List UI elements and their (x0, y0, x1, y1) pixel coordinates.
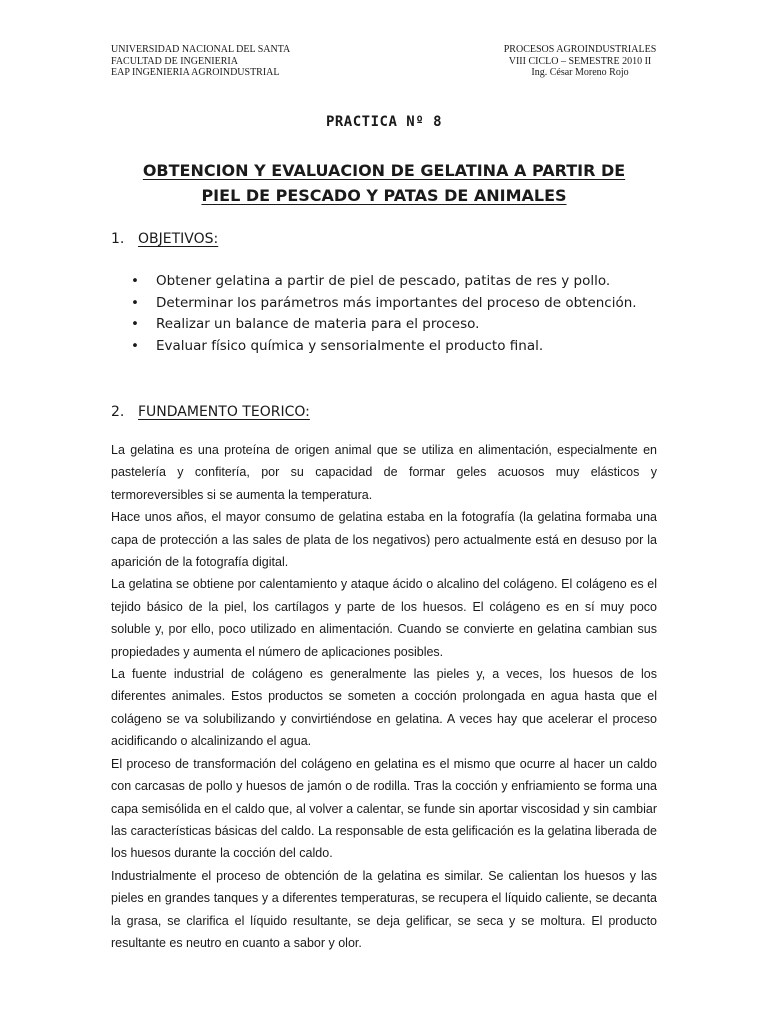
section-title: OBJETIVOS: (138, 231, 219, 247)
objective-text: Evaluar físico química y sensorialmente el producto final. (156, 337, 544, 354)
bullet-icon: • (131, 294, 139, 311)
paragraph: Industrialmente el proceso de obtención de la gelatina es similar. Se calientan los huesos y las pieles en grandes tanques y a diferentes temperaturas, se recupera el líquido caliente, se decanta la grasa, se clarifica el líquido resultante, se deja gelificar, se seca y se moltura. El producto resultante es neutro en cuanto a sabor y olor. (111, 868, 657, 950)
list-item (131, 271, 657, 293)
list-item (131, 293, 657, 315)
header-instructor: Ing. César Moreno Rojo (531, 67, 629, 78)
objective-text: Obtener gelatina a partir de piel de pescado, patitas de res y pollo. (156, 273, 611, 289)
section-heading-objectives (111, 231, 218, 247)
header-institution (111, 44, 290, 79)
list-item (131, 314, 657, 336)
paragraph: El proceso de transformación del colágeno en gelatina es el mismo que ocurre al hacer un caldo con carcasas de pollo y huesos de jamón o de rodilla. Tras la cocción y enfriamiento se forma una capa semisólida en el caldo que, al volver a calentar, se funde sin aportar viscosidad y sin cambiar las características básicas del caldo. La responsable de esta gelificación es la gelatina liberada de los huesos durante la cocción del caldo. (111, 756, 657, 861)
list-item (131, 336, 657, 358)
bullet-icon: • (131, 273, 139, 289)
section-number: 2. (111, 404, 125, 420)
header-cycle: VIII CICLO – SEMESTRE 2010 II (508, 55, 652, 67)
page-title-line-1: OBTENCION Y EVALUACION DE GELATINA A PARTIR DE (142, 161, 626, 180)
objectives-list (131, 271, 657, 357)
header-university: UNIVERSIDAD NACIONAL DEL SANTA (111, 44, 291, 55)
paragraph: La gelatina se obtiene por calentamiento y ataque ácido o alcalino del colágeno. El colágeno es el tejido básico de la piel, los cartílagos y parte de los huesos. El colágeno es en sí muy poco soluble y, por ello, poco utilizado en alimentación. Cuando se convierte en gelatina cambian sus propiedades y aumenta el número de aplicaciones posibles. (111, 577, 657, 659)
paragraph: La fuente industrial de colágeno es generalmente las pieles y, a veces, los huesos de los diferentes animales. Estos productos se someten a cocción prolongada en agua hasta que el colágeno se va solubilizando y convirtiéndose en gelatina. A veces hay que acelerar el proceso acidificando o alcalinizando el agua. (111, 667, 657, 749)
bullet-icon: • (131, 316, 139, 332)
section-number: 1. (111, 231, 125, 247)
objective-text: Realizar un balance de materia para el proceso. (156, 316, 480, 332)
objective-text: Determinar los parámetros más importantes del proceso de obtención. (156, 294, 637, 311)
bullet-icon: • (131, 337, 139, 354)
header-faculty: FACULTAD DE INGENIERIA (111, 55, 238, 67)
paragraph: Hace unos años, el mayor consumo de gelatina estaba en la fotografía (la gelatina formaba una capa de protección a las sales de plata de los negativos) pero actualmente está en desuso por la aparición de la fotografía digital. (111, 510, 657, 570)
section-title: FUNDAMENTO TEORICO: (138, 404, 310, 420)
practice-number: PRACTICA Nº 8 (325, 114, 443, 130)
section-heading-fundamento (111, 404, 310, 420)
header-school: EAP INGENIERIA AGROINDUSTRIAL (111, 67, 280, 78)
header-course (460, 44, 700, 79)
body-text (111, 439, 657, 954)
paragraph: La gelatina es una proteína de origen animal que se utiliza en alimentación, especialmente en pastelería y confitería, por su capacidad de formar geles acuosos muy elásticos y termoreversibles si se aumenta la temperatura. (111, 443, 657, 502)
page-title-line-2: PIEL DE PESCADO Y PATAS DE ANIMALES (201, 186, 567, 205)
header-course-name: PROCESOS AGROINDUSTRIALES (503, 44, 657, 55)
page-title (111, 158, 657, 208)
